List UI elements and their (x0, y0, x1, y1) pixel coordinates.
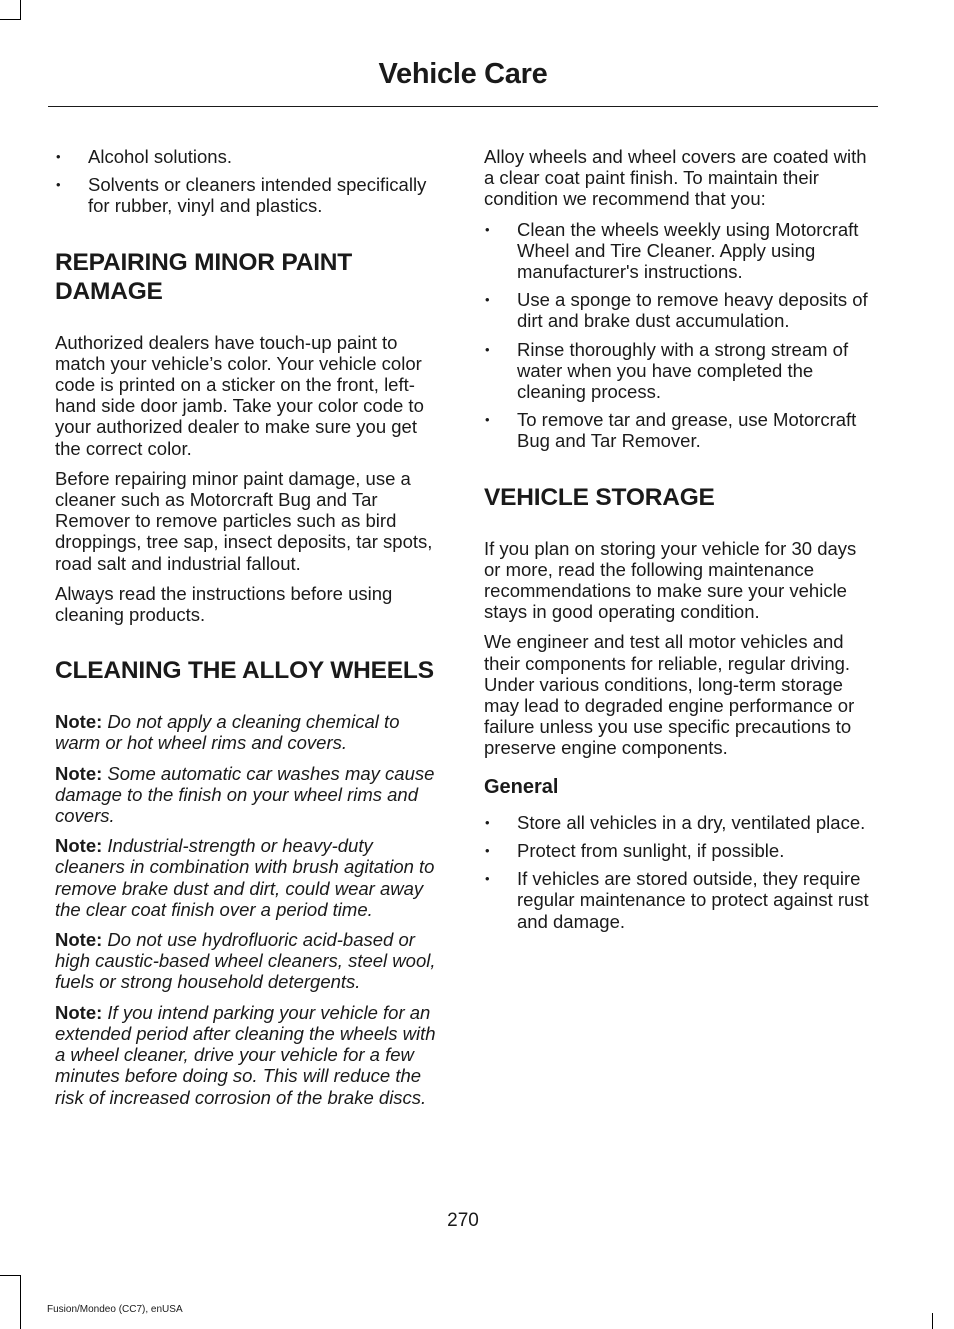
paragraph: Authorized dealers have touch-up paint to match your vehicle’s color. Your vehicle color code is printed on a sticker on the front, left-hand side door jamb. Take your color code to your authorized dealer to make sure you get the correct color. (55, 331, 424, 459)
section-heading-vehicle-storage: VEHICLE STORAGE (484, 483, 715, 511)
page-number: 270 (447, 1210, 479, 1231)
note (55, 835, 447, 920)
list-item: • If vehicles are stored outside, they require regular maintenance to protect against rust and damage. (484, 868, 876, 932)
note-text: Do not apply a cleaning chemical to warm or hot wheel rims and covers. (55, 711, 400, 754)
paragraph: Before repairing minor paint damage, use a cleaner such as Motorcraft Bug and Tar Remover to remove particles such as bird droppings, tree sap, insect deposits, tar spots, road salt and industrial fallout. (55, 467, 433, 574)
note-text: Industrial-strength or heavy-duty cleaners in combination with brush agitation to remove brake dust and dirt, could wear away the clear coat finish over a period time. (55, 835, 435, 920)
header-divider (48, 106, 878, 107)
crop-mark (0, 1275, 20, 1276)
list-item: • Alcohol solutions. (55, 146, 447, 167)
note-text: Some automatic car washes may cause damage to the finish on your wheel rims and covers. (55, 762, 435, 827)
list-item: • Store all vehicles in a dry, ventilated place. (484, 812, 876, 833)
paragraph: We engineer and test all motor vehicles and their components for reliable, regular driving. Under various conditions, long-term storage may lead to degraded engine performance or failure unless you use specific precautions to preserve engine components. (484, 631, 855, 759)
note (55, 711, 447, 753)
left-column (55, 146, 447, 1117)
crop-mark (20, 1275, 21, 1329)
note-label: Note: (55, 762, 103, 784)
note-text: Do not use hydrofluoric acid-based or high caustic-based wheel cleaners, steel wool, fuels or strong household detergents. (55, 929, 436, 993)
paragraph: Alloy wheels and wheel covers are coated with a clear coat paint finish. To maintain their condition we recommend that you: (484, 146, 867, 210)
list-item: • Solvents or cleaners intended specifically for rubber, vinyl and plastics. (55, 174, 447, 216)
right-column (484, 146, 876, 941)
footer-text: Fusion/Mondeo (CC7), enUSA (47, 1304, 183, 1315)
list-item: • Clean the wheels weekly using Motorcraft Wheel and Tire Cleaner. Apply using manufacturer's instructions. (484, 219, 876, 283)
section-heading-paint-damage: REPAIRING MINOR PAINT DAMAGE (55, 248, 353, 305)
crop-mark (0, 19, 20, 20)
page-title: Vehicle Care (378, 58, 548, 90)
crop-mark (20, 0, 21, 20)
subheading-general: General (484, 775, 559, 798)
paragraph: Always read the instructions before using cleaning products. (55, 582, 393, 626)
paragraph: If you plan on storing your vehicle for 30 days or more, read the following maintenance recommendations to make sure your vehicle stays in good operating condition. (484, 537, 857, 623)
note-label: Note: (55, 1001, 103, 1023)
list-item: • Protect from sunlight, if possible. (484, 840, 876, 861)
bullet-list (484, 812, 876, 932)
crop-mark (932, 1313, 933, 1329)
bullet-list (484, 219, 876, 452)
note (55, 763, 447, 827)
note-label: Note: (55, 711, 103, 733)
note-label: Note: (55, 929, 103, 951)
list-item: • To remove tar and grease, use Motorcraft Bug and Tar Remover. (484, 409, 876, 451)
list-item: • Rinse thoroughly with a strong stream of water when you have completed the cleaning process. (484, 339, 876, 403)
note (55, 1002, 447, 1108)
section-heading-alloy-wheels: CLEANING THE ALLOY WHEELS (55, 657, 434, 685)
note (55, 929, 447, 993)
list-item: • Use a sponge to remove heavy deposits of dirt and brake dust accumulation. (484, 289, 876, 331)
note-label: Note: (55, 835, 103, 857)
note-text: If you intend parking your vehicle for an extended period after cleaning the wheels with a wheel cleaner, drive your vehicle for a few minutes before doing so. This will reduce the risk of increased corrosion of the brake discs. (55, 1001, 436, 1108)
bullet-list (55, 146, 447, 217)
